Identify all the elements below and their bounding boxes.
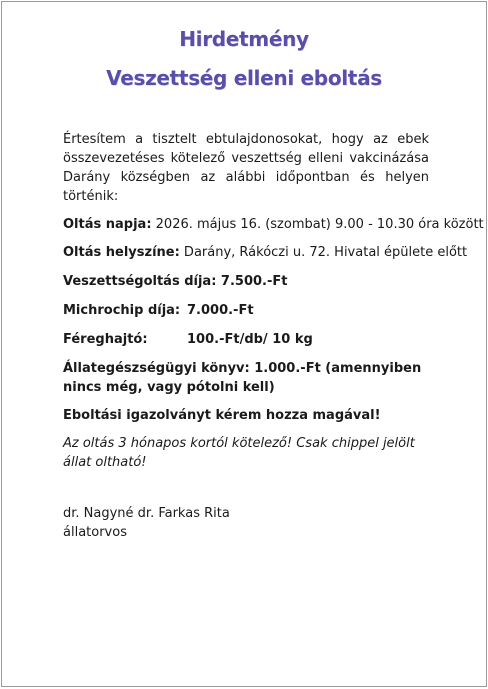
microchip-fee-label: Michrochip díja: <box>63 303 181 318</box>
signature-name: dr. Nagyné dr. Farkas Rita <box>63 506 230 521</box>
vaccination-place-value: Darány, Rákóczi u. 72. Hivatal épülete előtt <box>179 245 468 260</box>
vaccination-date-label: Oltás napja: <box>63 217 152 232</box>
notice-page <box>1 1 487 687</box>
page-subtitle: Veszettség elleni eboltás <box>106 66 382 90</box>
rabies-fee: Veszettségoltás díja: 7.500.-Ft <box>63 274 288 289</box>
vaccination-date <box>63 215 484 234</box>
vaccination-place-label: Oltás helyszíne: <box>63 245 180 260</box>
intro-paragraph: Értesítem a tisztelt ebtulajdonosokat, hogy az ebek összevezetéses kötelező veszettség elleni vakcinázása Darány községben az alábbi időpontban és helyen történik: <box>63 132 429 204</box>
page-title: Hirdetmény <box>179 27 309 51</box>
health-book-fee: Állategészségügyi könyv: 1.000.-Ft (amennyiben nincs még, vagy pótolni kell) <box>63 361 422 395</box>
dewormer-fee-value: 100.-Ft/db/ 10 kg <box>187 332 313 347</box>
certificate-note: Eboltási igazolványt kérem hozza magával! <box>63 408 381 423</box>
microchip-fee <box>63 301 429 320</box>
signature-role: állatorvos <box>63 525 127 540</box>
vaccination-date-value: 2026. május 16. (szombat) 9.00 - 10.30 óra között <box>151 217 484 232</box>
notice-body <box>63 130 484 542</box>
age-note: Az oltás 3 hónapos kortól kötelező! Csak chippel jelölt állat oltható! <box>63 436 415 470</box>
dewormer-fee <box>63 330 429 349</box>
microchip-fee-value: 7.000.-Ft <box>187 303 254 318</box>
dewormer-fee-label: Féreghajtó: <box>63 332 148 347</box>
vaccination-place <box>63 243 468 262</box>
